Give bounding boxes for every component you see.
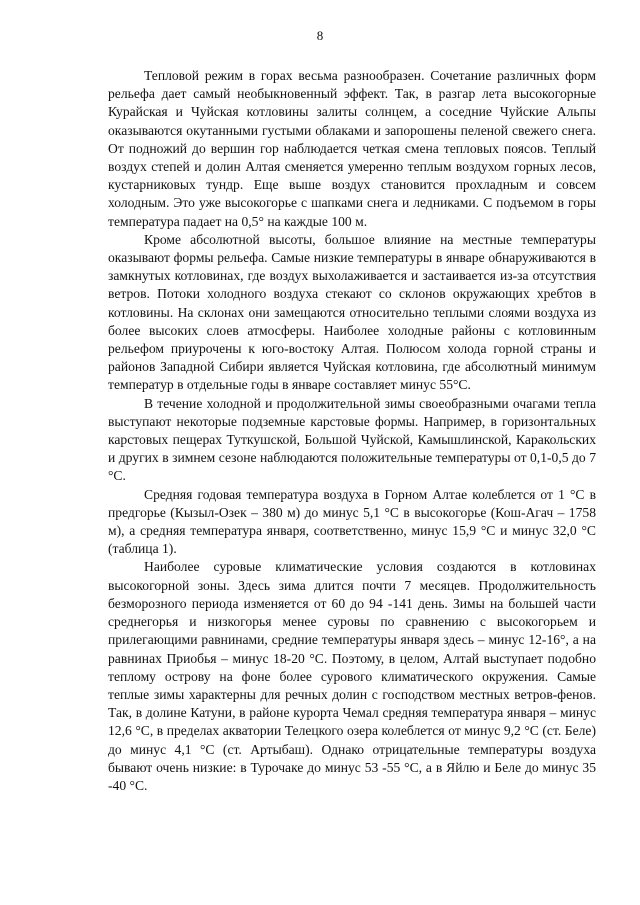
- body-text: [108, 67, 596, 795]
- paragraph-annual-temperature: Средняя годовая температура воздуха в Горном Алтае колеблется от 1 °С в предгорье (Кызыл-Озек – 380 м) до минус 5,1 °С в высокогорье (Кош-Агач – 1758 м), а средняя температура января, соответственно, минус 15,9 °С и минус 32,0 °С (таблица 1).: [108, 486, 596, 557]
- paragraph-climatic-conditions: Наиболее суровые климатические условия создаются в котловинах высокогорной зоны. Здесь зима длится почти 7 месяцев. Продолжительность безморозного периода изменяется от 60 до 94 -141 день. Зимы на большей части среднегорья и низкогорья менее суровы по сравнению с высокогорьем и прилегающими равнинами, средние температуры января здесь – минус 12-16°, а на равнинах Приобья – минус 18-20 °С. Поэтому, в целом, Алтай выступает подобно теплому острову на фоне более сурового климатического окружения. Самые теплые зимы характерны для речных долин с господством местных ветров-фенов. Так, в долине Катуни, в районе курорта Чемал средняя температура января – минус 12,6 °С, в пределах акватории Телецкого озера колеблется от минус 9,2 °С (ст. Беле) до минус 4,1 °С (ст. Артыбаш). Однако отрицательные температуры воздуха бывают очень низкие: в Турочаке до минус 53 -55 °С, а в Яйлю и Беле до минус 35 -40 °С.: [108, 559, 596, 793]
- paragraph-relief-influence: Кроме абсолютной высоты, большое влияние на местные температуры оказывают формы рельефа. Самые низкие температуры в январе обнаруживаются в замкнутых котловинах, где воздух выхолаживается и застаивается из-за отсутствия ветров. Потоки холодного воздуха стекают со склонов окружающих хребтов в котловины. На склонах они замещаются относительно теплыми слоями воздуха из более высоких слоев атмосферы. Наиболее холодные районы с котловинным рельефом приурочены к юго-востоку Алтая. Полюсом холода горной страны и районов Западной Сибири является Чуйская котловина, где абсолютный минимум температур в отдельные годы в январе составляет минус 55°С.: [108, 231, 596, 393]
- paragraph-karst-caves: В течение холодной и продолжительной зимы своеобразными очагами тепла выступают некоторые подземные карстовые формы. Например, в горизонтальных карстовых пещерах Туткушской, Большой Чуйской, Камышлинской, Каракольских и других в зимнем сезоне наблюдаются положительные температуры от 0,1-0,5 до 7 °С.: [108, 395, 596, 484]
- page-number: 8: [316, 28, 324, 43]
- paragraph-thermal-regime: Тепловой режим в горах весьма разнообразен. Сочетание различных форм рельефа дает самый необыкновенный эффект. Так, в разгар лета высокогорные Курайская и Чуйская котловины залиты солнцем, а соседние Чуйские Альпы оказываются окутанными густыми облаками и запорошены пеленой свежего снега. От подножий до вершин гор наблюдается четкая смена тепловых поясов. Теплый воздух степей и долин Алтая сменяется умеренно теплым воздухом горных лесов, кустарниковых тундр. Еще выше воздух становится прохладным и совсем холодным. Это уже высокогорье с шапками снега и ледниками. С подъемом в горы температура падает на 0,5° на каждые 100 м.: [108, 68, 596, 229]
